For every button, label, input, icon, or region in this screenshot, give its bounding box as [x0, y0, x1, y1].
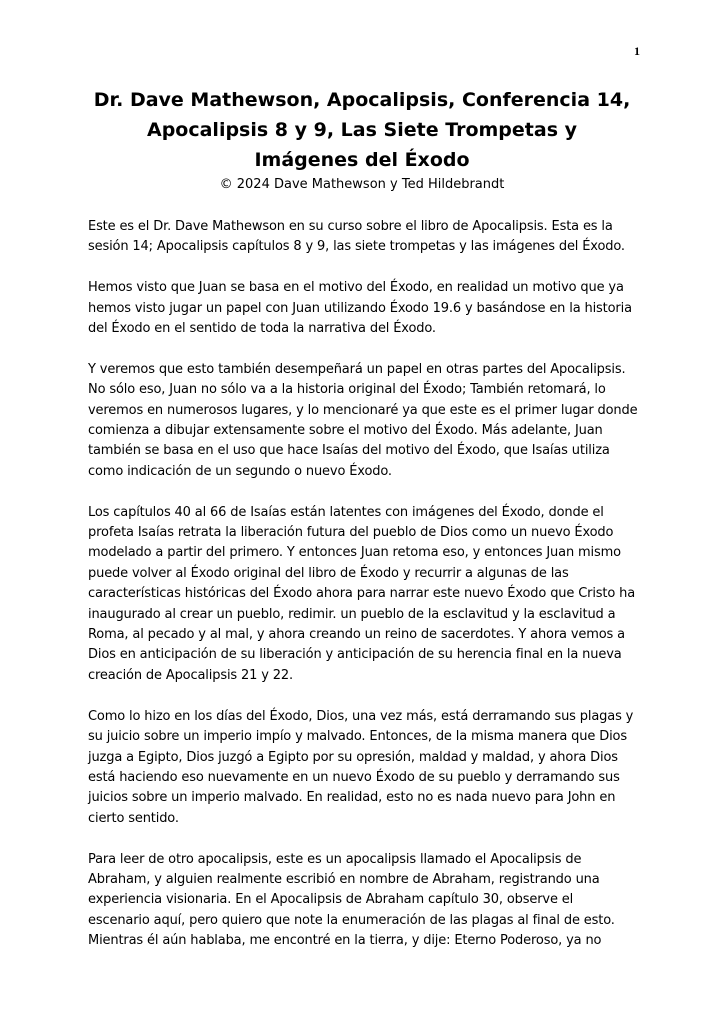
page-number: 1 — [634, 44, 640, 58]
text-line: Este es el Dr. Dave Mathewson en su curso sobre el libro de Apocalipsis. Esta es la — [88, 219, 613, 234]
text-line: No sólo eso, Juan no sólo va a la historia original del Éxodo; También retomará, lo — [88, 382, 606, 398]
text-line: veremos en numerosos lugares, y lo mencionaré ya que este es el primer lugar donde — [88, 402, 638, 418]
text-line: del Éxodo en el sentido de toda la narrativa del Éxodo. — [88, 321, 436, 337]
text-line: profeta Isaías retrata la liberación futura del pueblo de Dios como un nuevo Éxodo — [88, 525, 614, 541]
text-line: juzga a Egipto, Dios juzgó a Egipto por su opresión, maldad y maldad, y ahora Dios — [88, 749, 618, 765]
paragraph — [88, 217, 652, 258]
text-line: Y veremos que esto también desempeñará un papel en otras partes del Apocalipsis. — [88, 361, 626, 377]
paragraph — [88, 360, 652, 482]
paragraph — [88, 850, 652, 952]
text-line: Roma, al pecado y al mal, y ahora creando un reino de sacerdotes. Y ahora vemos a — [88, 627, 625, 643]
text-line: inaugurado al crear un pueblo, redimir. un pueblo de la esclavitud y la esclavitud a — [88, 606, 616, 622]
text-line: está haciendo eso nuevamente en un nuevo Éxodo de su pueblo y derramando sus — [88, 769, 620, 785]
text-line: cierto sentido. — [88, 810, 179, 826]
document-title — [60, 85, 664, 175]
title-line: Dr. Dave Mathewson, Apocalipsis, Conferencia 14, — [93, 89, 631, 111]
text-line: su juicio sobre un imperio impío y malvado. Entonces, de la misma manera que Dios — [88, 729, 627, 745]
text-line: Dios en anticipación de su liberación y anticipación de su herencia final en la nueva — [88, 647, 622, 663]
text-line: también se basa en el uso que hace Isaías del motivo del Éxodo, que Isaías utiliza — [88, 443, 610, 459]
text-line: escenario aquí, pero quiero que note la enumeración de las plagas al final de esto. — [88, 912, 615, 928]
title-line: Apocalipsis 8 y 9, Las Siete Trompetas y — [146, 119, 577, 141]
text-line: sesión 14; Apocalipsis capítulos 8 y 9, las siete trompetas y las imágenes del Éxodo. — [88, 239, 625, 255]
text-line: Como lo hizo en los días del Éxodo, Dios, una vez más, está derramando sus plagas y — [88, 708, 634, 724]
copyright-notice: © 2024 Dave Mathewson y Ted Hildebrandt — [219, 177, 505, 192]
text-line: Mientras él aún hablaba, me encontré en la tierra, y dije: Eterno Poderoso, ya no — [88, 933, 602, 949]
text-line: Abraham, y alguien realmente escribió en nombre de Abraham, registrando una — [88, 871, 600, 887]
text-line: Los capítulos 40 al 66 de Isaías están latentes con imágenes del Éxodo, donde el — [88, 504, 604, 520]
text-line: características históricas del Éxodo ahora para narrar este nuevo Éxodo que Cristo ha — [88, 586, 636, 602]
text-line: hemos visto jugar un papel con Juan utilizando Éxodo 19.6 y basándose en la historia — [88, 300, 632, 316]
title-line: Imágenes del Éxodo — [254, 149, 470, 171]
text-line: como indicación de un segundo o nuevo Éxodo. — [88, 463, 392, 479]
text-line: comienza a dibujar extensamente sobre el motivo del Éxodo. Más adelante, Juan — [88, 423, 603, 439]
text-line: modelado a partir del primero. Y entonces Juan retoma eso, y entonces Juan mismo — [88, 545, 621, 561]
document-body — [88, 217, 652, 972]
paragraph — [88, 503, 652, 687]
text-line: experiencia visionaria. En el Apocalipsis de Abraham capítulo 30, observe el — [88, 892, 574, 908]
text-line: Hemos visto que Juan se basa en el motivo del Éxodo, en realidad un motivo que ya — [88, 280, 624, 296]
paragraph — [88, 278, 652, 339]
text-line: juicios sobre un imperio malvado. En realidad, esto no es nada nuevo para John en — [88, 790, 616, 806]
text-line: Para leer de otro apocalipsis, este es un apocalipsis llamado el Apocalipsis de — [88, 851, 582, 867]
text-line: creación de Apocalipsis 21 y 22. — [88, 667, 293, 683]
paragraph — [88, 707, 652, 829]
text-line: puede volver al Éxodo original del libro de Éxodo y recurrir a algunas de las — [88, 565, 569, 581]
